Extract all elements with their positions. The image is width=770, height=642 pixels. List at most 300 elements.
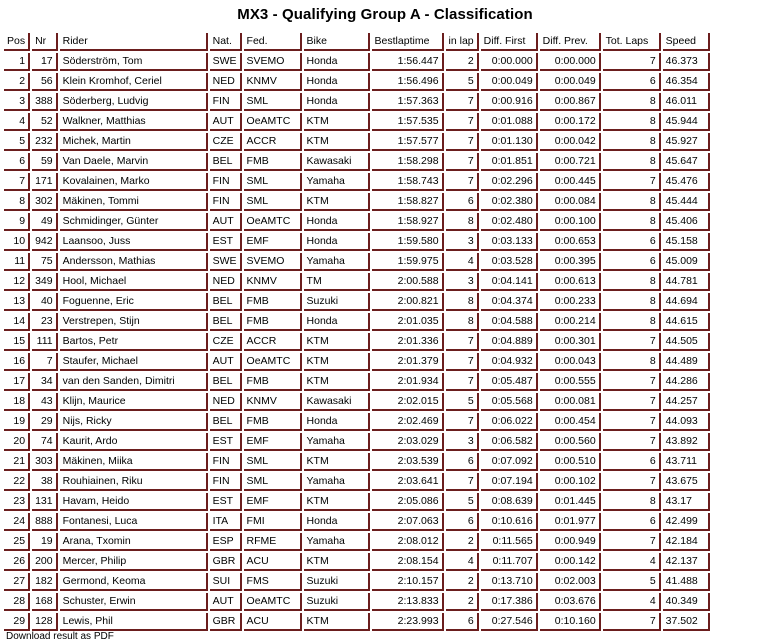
cell-speed: 45.647 xyxy=(663,153,710,171)
cell-diff-first: 0:02.296 xyxy=(481,173,538,191)
column-header-in-lap: in lap xyxy=(446,33,479,51)
cell-nat: FIN xyxy=(210,193,242,211)
cell-nr: 200 xyxy=(32,553,58,571)
cell-fed: SVEMO xyxy=(244,53,302,71)
cell-bike: Kawasaki xyxy=(304,153,370,171)
cell-fed: EMF xyxy=(244,493,302,511)
cell-nat: ESP xyxy=(210,533,242,551)
cell-diff-prev: 0:00.560 xyxy=(540,433,601,451)
cell-in-lap: 6 xyxy=(446,453,479,471)
cell-diff-prev: 0:01.977 xyxy=(540,513,601,531)
cell-diff-prev: 0:00.049 xyxy=(540,73,601,91)
cell-speed: 46.373 xyxy=(663,53,710,71)
cell-tot-laps: 7 xyxy=(603,613,661,631)
cell-nr: 74 xyxy=(32,433,58,451)
cell-speed: 44.257 xyxy=(663,393,710,411)
cell-rider: Mercer, Philip xyxy=(60,553,208,571)
cell-bike: KTM xyxy=(304,453,370,471)
cell-bike: KTM xyxy=(304,613,370,631)
cell-diff-prev: 0:00.000 xyxy=(540,53,601,71)
cell-nr: 182 xyxy=(32,573,58,591)
cell-nat: NED xyxy=(210,393,242,411)
cell-in-lap: 7 xyxy=(446,413,479,431)
cell-rider: Söderberg, Ludvig xyxy=(60,93,208,111)
cell-fed: KNMV xyxy=(244,73,302,91)
cell-diff-prev: 0:00.100 xyxy=(540,213,601,231)
cell-pos: 2 xyxy=(4,73,30,91)
column-header-bestlaptime: Bestlaptime xyxy=(372,33,444,51)
cell-pos: 12 xyxy=(4,273,30,291)
cell-bestlaptime: 1:58.743 xyxy=(372,173,444,191)
cell-tot-laps: 7 xyxy=(603,473,661,491)
cell-fed: SML xyxy=(244,453,302,471)
cell-speed: 45.476 xyxy=(663,173,710,191)
table-row xyxy=(4,393,710,411)
cell-pos: 3 xyxy=(4,93,30,111)
cell-bestlaptime: 2:10.157 xyxy=(372,573,444,591)
cell-bike: KTM xyxy=(304,113,370,131)
table-row xyxy=(4,433,710,451)
cell-nr: 52 xyxy=(32,113,58,131)
cell-rider: Andersson, Mathias xyxy=(60,253,208,271)
cell-diff-prev: 0:03.676 xyxy=(540,593,601,611)
cell-speed: 40.349 xyxy=(663,593,710,611)
cell-fed: FMB xyxy=(244,293,302,311)
cell-in-lap: 8 xyxy=(446,313,479,331)
cell-bestlaptime: 2:13.833 xyxy=(372,593,444,611)
cell-speed: 45.158 xyxy=(663,233,710,251)
cell-speed: 45.009 xyxy=(663,253,710,271)
cell-nat: BEL xyxy=(210,293,242,311)
cell-rider: Michek, Martin xyxy=(60,133,208,151)
cell-bike: KTM xyxy=(304,133,370,151)
cell-bestlaptime: 2:01.336 xyxy=(372,333,444,351)
cell-speed: 43.711 xyxy=(663,453,710,471)
column-header-rider: Rider xyxy=(60,33,208,51)
cell-diff-first: 0:01.851 xyxy=(481,153,538,171)
cell-speed: 44.093 xyxy=(663,413,710,431)
table-row xyxy=(4,333,710,351)
table-row xyxy=(4,453,710,471)
cell-fed: SML xyxy=(244,473,302,491)
cell-speed: 44.615 xyxy=(663,313,710,331)
cell-nat: AUT xyxy=(210,213,242,231)
cell-in-lap: 5 xyxy=(446,73,479,91)
cell-diff-prev: 0:00.445 xyxy=(540,173,601,191)
cell-nr: 171 xyxy=(32,173,58,191)
cell-in-lap: 2 xyxy=(446,53,479,71)
cell-fed: SVEMO xyxy=(244,253,302,271)
cell-bike: Suzuki xyxy=(304,593,370,611)
cell-diff-prev: 0:00.172 xyxy=(540,113,601,131)
cell-nr: 888 xyxy=(32,513,58,531)
cell-fed: ACCR xyxy=(244,333,302,351)
cell-diff-prev: 0:00.613 xyxy=(540,273,601,291)
cell-speed: 44.694 xyxy=(663,293,710,311)
cell-diff-prev: 0:00.102 xyxy=(540,473,601,491)
cell-diff-first: 0:03.528 xyxy=(481,253,538,271)
cell-nat: SWE xyxy=(210,253,242,271)
table-row xyxy=(4,373,710,391)
cell-nr: 59 xyxy=(32,153,58,171)
cell-rider: Schuster, Erwin xyxy=(60,593,208,611)
cell-fed: ACU xyxy=(244,613,302,631)
cell-in-lap: 7 xyxy=(446,153,479,171)
cell-pos: 23 xyxy=(4,493,30,511)
cell-in-lap: 5 xyxy=(446,493,479,511)
cell-in-lap: 2 xyxy=(446,593,479,611)
cell-diff-first: 0:06.582 xyxy=(481,433,538,451)
cell-diff-prev: 0:00.233 xyxy=(540,293,601,311)
cell-pos: 29 xyxy=(4,613,30,631)
cell-pos: 6 xyxy=(4,153,30,171)
cell-pos: 26 xyxy=(4,553,30,571)
cell-speed: 45.406 xyxy=(663,213,710,231)
cell-diff-prev: 0:00.555 xyxy=(540,373,601,391)
cell-diff-first: 0:04.374 xyxy=(481,293,538,311)
column-header-nr: Nr xyxy=(32,33,58,51)
table-header-row xyxy=(4,33,710,51)
cell-fed: OeAMTC xyxy=(244,213,302,231)
table-row xyxy=(4,413,710,431)
cell-diff-first: 0:03.133 xyxy=(481,233,538,251)
column-header-diff-first: Diff. First xyxy=(481,33,538,51)
cell-tot-laps: 7 xyxy=(603,53,661,71)
cell-in-lap: 3 xyxy=(446,233,479,251)
cell-nr: 7 xyxy=(32,353,58,371)
cell-speed: 45.444 xyxy=(663,193,710,211)
cell-rider: van den Sanden, Dimitri xyxy=(60,373,208,391)
cell-bestlaptime: 1:56.447 xyxy=(372,53,444,71)
cell-diff-first: 0:11.707 xyxy=(481,553,538,571)
cell-tot-laps: 7 xyxy=(603,173,661,191)
cell-pos: 11 xyxy=(4,253,30,271)
cell-diff-prev: 0:00.510 xyxy=(540,453,601,471)
cell-speed: 46.354 xyxy=(663,73,710,91)
cell-pos: 5 xyxy=(4,133,30,151)
cell-bike: KTM xyxy=(304,193,370,211)
cell-rider: Staufer, Michael xyxy=(60,353,208,371)
cell-bestlaptime: 2:02.469 xyxy=(372,413,444,431)
cell-in-lap: 6 xyxy=(446,193,479,211)
cell-diff-prev: 0:00.081 xyxy=(540,393,601,411)
cell-fed: FMS xyxy=(244,573,302,591)
cell-bestlaptime: 2:00.588 xyxy=(372,273,444,291)
table-row xyxy=(4,533,710,551)
table-row xyxy=(4,353,710,371)
cell-nat: FIN xyxy=(210,453,242,471)
cell-speed: 43.675 xyxy=(663,473,710,491)
cell-bike: KTM xyxy=(304,373,370,391)
cell-pos: 15 xyxy=(4,333,30,351)
table-row xyxy=(4,213,710,231)
cell-rider: Walkner, Matthias xyxy=(60,113,208,131)
cell-nr: 303 xyxy=(32,453,58,471)
cell-bike: KTM xyxy=(304,353,370,371)
cell-nat: EST xyxy=(210,493,242,511)
cell-pos: 28 xyxy=(4,593,30,611)
cell-in-lap: 6 xyxy=(446,613,479,631)
cell-pos: 8 xyxy=(4,193,30,211)
table-row xyxy=(4,473,710,491)
cell-speed: 42.137 xyxy=(663,553,710,571)
table-row xyxy=(4,133,710,151)
cell-nat: AUT xyxy=(210,113,242,131)
cell-diff-first: 0:02.480 xyxy=(481,213,538,231)
cell-tot-laps: 6 xyxy=(603,73,661,91)
cell-bike: Yamaha xyxy=(304,533,370,551)
cell-nat: ITA xyxy=(210,513,242,531)
cell-bestlaptime: 1:59.975 xyxy=(372,253,444,271)
cell-nr: 75 xyxy=(32,253,58,271)
cell-diff-first: 0:11.565 xyxy=(481,533,538,551)
cell-bestlaptime: 2:01.934 xyxy=(372,373,444,391)
cell-bike: Suzuki xyxy=(304,573,370,591)
cell-pos: 24 xyxy=(4,513,30,531)
table-row xyxy=(4,573,710,591)
cell-bike: Kawasaki xyxy=(304,393,370,411)
cell-fed: KNMV xyxy=(244,393,302,411)
cell-tot-laps: 8 xyxy=(603,353,661,371)
cell-nat: SUI xyxy=(210,573,242,591)
cell-pos: 17 xyxy=(4,373,30,391)
cell-diff-first: 0:05.487 xyxy=(481,373,538,391)
cell-nat: SWE xyxy=(210,53,242,71)
cell-nat: FIN xyxy=(210,93,242,111)
cell-rider: Laansoo, Juss xyxy=(60,233,208,251)
cell-in-lap: 8 xyxy=(446,293,479,311)
cell-nat: FIN xyxy=(210,473,242,491)
cell-bestlaptime: 2:03.029 xyxy=(372,433,444,451)
table-row xyxy=(4,493,710,511)
cell-tot-laps: 6 xyxy=(603,513,661,531)
cell-rider: Klijn, Maurice xyxy=(60,393,208,411)
cell-rider: Fontanesi, Luca xyxy=(60,513,208,531)
cell-bike: Suzuki xyxy=(304,293,370,311)
cell-diff-first: 0:27.546 xyxy=(481,613,538,631)
cell-diff-prev: 0:00.142 xyxy=(540,553,601,571)
cell-rider: Van Daele, Marvin xyxy=(60,153,208,171)
cell-nr: 302 xyxy=(32,193,58,211)
cell-in-lap: 4 xyxy=(446,553,479,571)
cell-rider: Söderström, Tom xyxy=(60,53,208,71)
cell-rider: Nijs, Ricky xyxy=(60,413,208,431)
cell-rider: Schmidinger, Günter xyxy=(60,213,208,231)
cell-nr: 40 xyxy=(32,293,58,311)
cell-diff-prev: 0:00.214 xyxy=(540,313,601,331)
cell-diff-first: 0:05.568 xyxy=(481,393,538,411)
cell-diff-prev: 0:00.395 xyxy=(540,253,601,271)
cell-rider: Arana, Txomin xyxy=(60,533,208,551)
cell-nat: BEL xyxy=(210,313,242,331)
cell-rider: Foguenne, Eric xyxy=(60,293,208,311)
cell-diff-first: 0:08.639 xyxy=(481,493,538,511)
cell-diff-first: 0:04.588 xyxy=(481,313,538,331)
cell-speed: 37.502 xyxy=(663,613,710,631)
cell-fed: SML xyxy=(244,193,302,211)
cell-tot-laps: 8 xyxy=(603,213,661,231)
cell-tot-laps: 8 xyxy=(603,133,661,151)
cell-nr: 131 xyxy=(32,493,58,511)
cell-bestlaptime: 1:57.535 xyxy=(372,113,444,131)
cell-nat: NED xyxy=(210,73,242,91)
cell-diff-first: 0:00.000 xyxy=(481,53,538,71)
cell-diff-first: 0:07.092 xyxy=(481,453,538,471)
cell-tot-laps: 4 xyxy=(603,593,661,611)
cell-tot-laps: 8 xyxy=(603,113,661,131)
cell-bestlaptime: 1:59.580 xyxy=(372,233,444,251)
cell-tot-laps: 6 xyxy=(603,233,661,251)
cell-nr: 49 xyxy=(32,213,58,231)
cell-speed: 46.011 xyxy=(663,93,710,111)
cell-nr: 34 xyxy=(32,373,58,391)
cell-bike: Yamaha xyxy=(304,173,370,191)
cell-speed: 45.944 xyxy=(663,113,710,131)
cell-nat: BEL xyxy=(210,153,242,171)
cell-in-lap: 5 xyxy=(446,393,479,411)
cell-bike: KTM xyxy=(304,493,370,511)
cell-pos: 19 xyxy=(4,413,30,431)
cell-diff-prev: 0:00.042 xyxy=(540,133,601,151)
cell-bike: Yamaha xyxy=(304,433,370,451)
cell-speed: 42.499 xyxy=(663,513,710,531)
table-row xyxy=(4,593,710,611)
cell-rider: Mäkinen, Tommi xyxy=(60,193,208,211)
cell-bestlaptime: 1:57.577 xyxy=(372,133,444,151)
cell-tot-laps: 8 xyxy=(603,153,661,171)
cell-diff-first: 0:04.932 xyxy=(481,353,538,371)
table-row xyxy=(4,153,710,171)
cell-pos: 21 xyxy=(4,453,30,471)
cell-nat: EST xyxy=(210,233,242,251)
cell-tot-laps: 7 xyxy=(603,333,661,351)
cell-diff-first: 0:04.889 xyxy=(481,333,538,351)
cell-in-lap: 7 xyxy=(446,113,479,131)
cell-bike: KTM xyxy=(304,333,370,351)
cell-diff-first: 0:01.130 xyxy=(481,133,538,151)
table-row xyxy=(4,613,710,631)
cell-bestlaptime: 2:02.015 xyxy=(372,393,444,411)
cell-bestlaptime: 1:58.927 xyxy=(372,213,444,231)
table-row xyxy=(4,513,710,531)
cell-diff-first: 0:13.710 xyxy=(481,573,538,591)
cell-tot-laps: 6 xyxy=(603,453,661,471)
cell-fed: SML xyxy=(244,93,302,111)
cell-tot-laps: 7 xyxy=(603,433,661,451)
table-row xyxy=(4,293,710,311)
cell-bike: KTM xyxy=(304,553,370,571)
cell-nr: 38 xyxy=(32,473,58,491)
cell-nat: BEL xyxy=(210,373,242,391)
cell-bike: Honda xyxy=(304,53,370,71)
cell-in-lap: 7 xyxy=(446,473,479,491)
cell-bike: Honda xyxy=(304,233,370,251)
cell-tot-laps: 8 xyxy=(603,273,661,291)
cell-speed: 43.892 xyxy=(663,433,710,451)
cell-bestlaptime: 2:05.086 xyxy=(372,493,444,511)
cell-rider: Lewis, Phil xyxy=(60,613,208,631)
cell-speed: 44.489 xyxy=(663,353,710,371)
cell-speed: 41.488 xyxy=(663,573,710,591)
cell-bike: Yamaha xyxy=(304,473,370,491)
cell-fed: OeAMTC xyxy=(244,593,302,611)
column-header-pos: Pos xyxy=(4,33,30,51)
cell-in-lap: 3 xyxy=(446,273,479,291)
cell-diff-first: 0:06.022 xyxy=(481,413,538,431)
cell-pos: 20 xyxy=(4,433,30,451)
column-header-bike: Bike xyxy=(304,33,370,51)
cell-nr: 349 xyxy=(32,273,58,291)
cell-nat: BEL xyxy=(210,413,242,431)
cell-speed: 45.927 xyxy=(663,133,710,151)
cell-tot-laps: 8 xyxy=(603,313,661,331)
cell-nr: 23 xyxy=(32,313,58,331)
cell-pos: 18 xyxy=(4,393,30,411)
cell-tot-laps: 8 xyxy=(603,193,661,211)
cell-tot-laps: 6 xyxy=(603,253,661,271)
cell-bestlaptime: 2:00.821 xyxy=(372,293,444,311)
table-row xyxy=(4,313,710,331)
table-row xyxy=(4,113,710,131)
cell-diff-first: 0:02.380 xyxy=(481,193,538,211)
cell-diff-first: 0:01.088 xyxy=(481,113,538,131)
cell-bestlaptime: 2:08.012 xyxy=(372,533,444,551)
table-row xyxy=(4,93,710,111)
cell-fed: FMI xyxy=(244,513,302,531)
cell-tot-laps: 7 xyxy=(603,533,661,551)
cell-bike: Honda xyxy=(304,313,370,331)
cell-tot-laps: 7 xyxy=(603,393,661,411)
cell-diff-prev: 0:01.445 xyxy=(540,493,601,511)
cell-fed: OeAMTC xyxy=(244,353,302,371)
cell-diff-prev: 0:00.949 xyxy=(540,533,601,551)
table-row xyxy=(4,173,710,191)
cell-nr: 232 xyxy=(32,133,58,151)
column-header-diff-prev: Diff. Prev. xyxy=(540,33,601,51)
cell-in-lap: 2 xyxy=(446,573,479,591)
cell-rider: Kaurit, Ardo xyxy=(60,433,208,451)
cell-bike: Honda xyxy=(304,73,370,91)
cell-diff-first: 0:00.049 xyxy=(481,73,538,91)
cell-nat: GBR xyxy=(210,553,242,571)
cell-nr: 43 xyxy=(32,393,58,411)
cell-tot-laps: 8 xyxy=(603,293,661,311)
cell-rider: Germond, Keoma xyxy=(60,573,208,591)
cell-speed: 42.184 xyxy=(663,533,710,551)
cell-fed: EMF xyxy=(244,233,302,251)
cell-bestlaptime: 2:23.993 xyxy=(372,613,444,631)
cell-diff-prev: 0:00.454 xyxy=(540,413,601,431)
cell-in-lap: 7 xyxy=(446,333,479,351)
cell-tot-laps: 8 xyxy=(603,493,661,511)
download-pdf-link[interactable]: Download result as PDF xyxy=(6,631,114,642)
cell-in-lap: 8 xyxy=(446,213,479,231)
cell-nr: 29 xyxy=(32,413,58,431)
cell-tot-laps: 7 xyxy=(603,413,661,431)
cell-fed: ACU xyxy=(244,553,302,571)
table-row xyxy=(4,53,710,71)
cell-fed: OeAMTC xyxy=(244,113,302,131)
cell-diff-first: 0:17.386 xyxy=(481,593,538,611)
cell-speed: 44.781 xyxy=(663,273,710,291)
cell-bestlaptime: 1:57.363 xyxy=(372,93,444,111)
cell-fed: RFME xyxy=(244,533,302,551)
cell-in-lap: 7 xyxy=(446,133,479,151)
cell-bestlaptime: 2:08.154 xyxy=(372,553,444,571)
cell-bike: Yamaha xyxy=(304,253,370,271)
cell-diff-first: 0:00.916 xyxy=(481,93,538,111)
cell-in-lap: 7 xyxy=(446,93,479,111)
